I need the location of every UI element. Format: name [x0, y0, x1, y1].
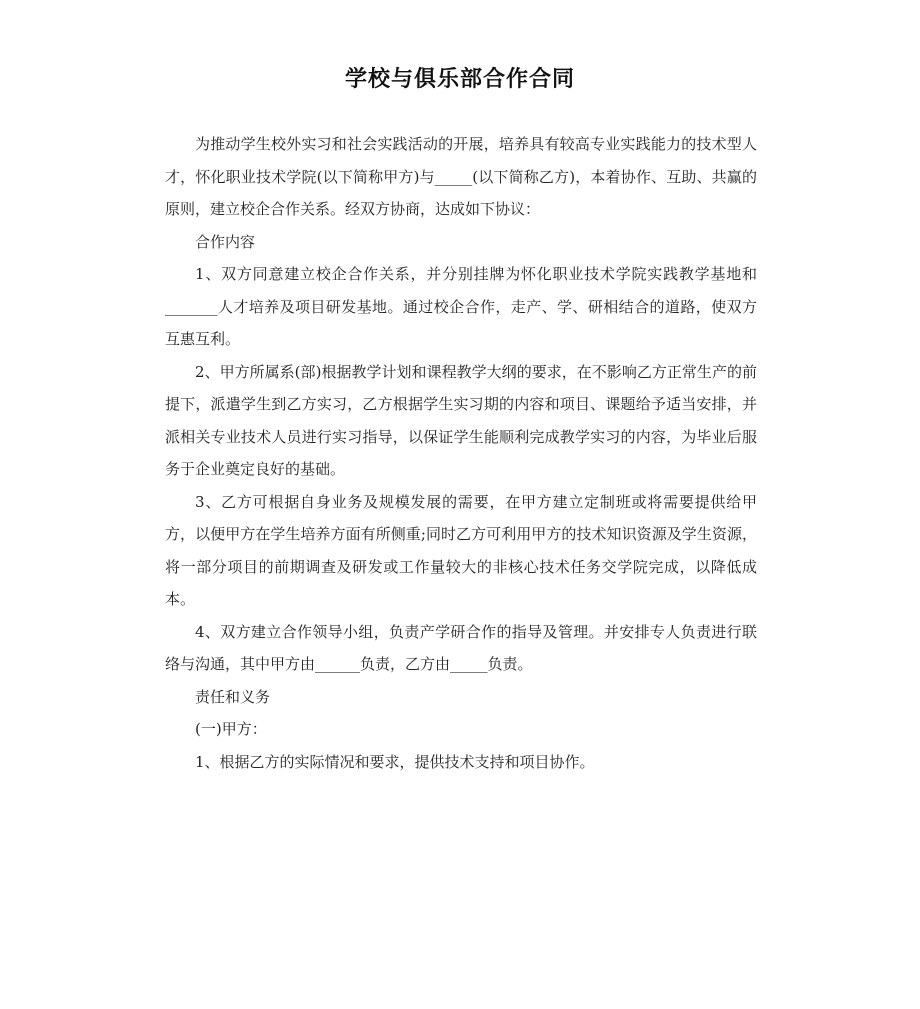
clause-3: 3、乙方可根据自身业务及规模发展的需要，在甲方建立定制班或将需要提供给甲方，以便甲方在学生培养方面有所侧重;同时乙方可利用甲方的技术知识资源及学生资源，将一部分项目的前期调查及研发或工作量较大的非核心技术任务交学院完成，以降低成本。: [165, 492, 757, 608]
section-heading-duties: 责任和义务: [195, 687, 271, 706]
section-heading-cooperation: 合作内容: [195, 232, 256, 251]
intro-paragraph: 为推动学生校外实习和社会实践活动的开展，培养具有较高专业实践能力的技术型人才，怀化职业技术学院(以下简称甲方)与_____(以下简称乙方)，本着协作、互助、共赢的原则，建立校企合作关系。经双方协商，达成如下协议：: [165, 135, 757, 218]
party-a-heading: (一)甲方：: [195, 720, 267, 738]
clause-4: 4、双方建立合作领导小组，负责产学研合作的指导及管理。并安排专人负责进行联络与沟通，其中甲方由______负责，乙方由_____负责。: [165, 622, 757, 673]
party-a-clause-1: 1、根据乙方的实际情况和要求，提供技术支持和项目协作。: [195, 752, 595, 771]
clause-2: 2、甲方所属系(部)根据教学计划和课程教学大纲的要求，在不影响乙方正常生产的前提下，派遣学生到乙方实习，乙方根据学生实习期的内容和项目、课题给予适当安排，并派相关专业技术人员进行实习指导，以保证学生能顺利完成教学实习的内容，为毕业后服务于企业奠定良好的基础。: [165, 362, 757, 478]
clause-1: 1、双方同意建立校企合作关系，并分别挂牌为怀化职业技术学院实践教学基地和_______人才培养及项目研发基地。通过校企合作，走产、学、研相结合的道路，使双方互惠互利。: [165, 265, 757, 348]
document-title: 学校与俱乐部合作合同: [344, 67, 575, 92]
document-body: [165, 128, 757, 778]
